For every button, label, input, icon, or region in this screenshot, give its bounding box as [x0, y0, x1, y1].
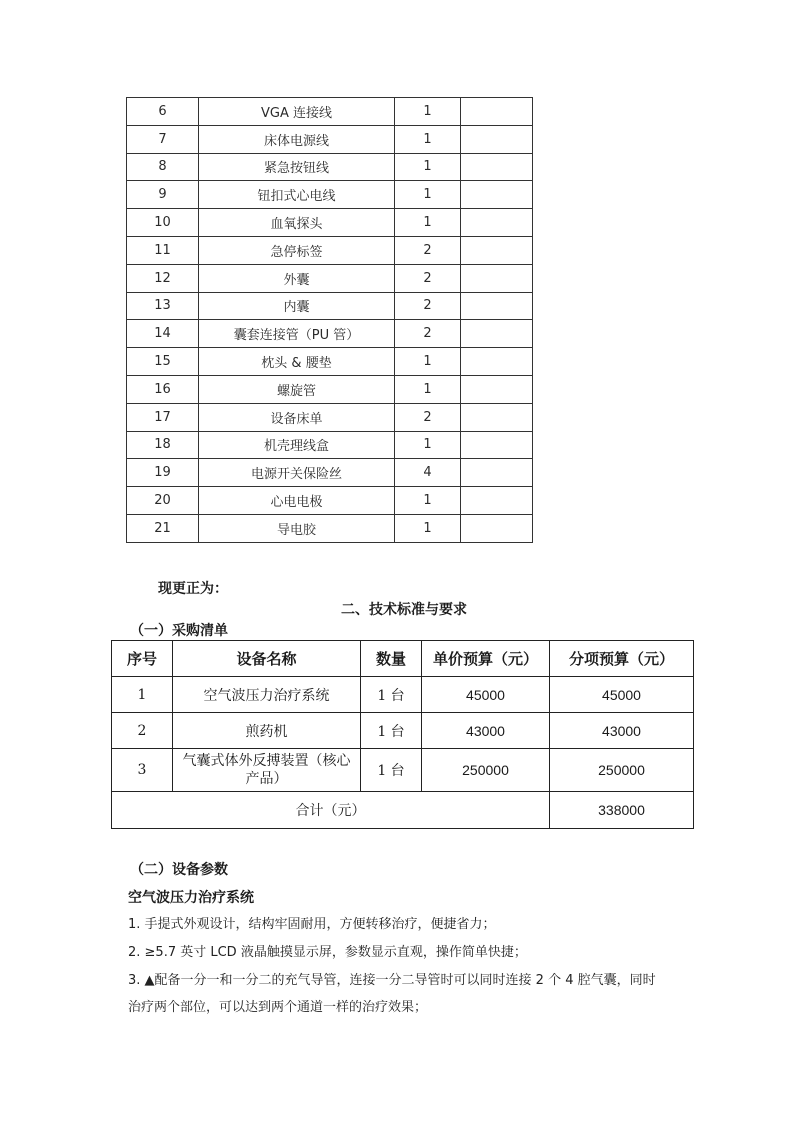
header-subtotal: 分项预算（元） [550, 641, 694, 677]
row-note [461, 459, 533, 487]
row-qty: 1 [395, 153, 461, 181]
row-qty: 1 台 [361, 749, 422, 792]
param-line-4: 治疗两个部位，可以达到两个通道一样的治疗效果； [128, 1000, 428, 1015]
row-qty: 1 台 [361, 677, 422, 713]
row-note [461, 403, 533, 431]
row-no: 21 [127, 514, 199, 542]
table-row [127, 264, 533, 292]
table-row [127, 209, 533, 237]
total-label: 合计（元） [112, 792, 550, 829]
row-name: VGA 连接线 [199, 98, 395, 126]
row-no: 16 [127, 375, 199, 403]
header-no: 序号 [112, 641, 173, 677]
table-row [127, 487, 533, 515]
row-qty: 2 [395, 264, 461, 292]
row-note [461, 348, 533, 376]
row-name: 螺旋管 [199, 375, 395, 403]
row-unit-price: 45000 [422, 677, 550, 713]
row-note [461, 264, 533, 292]
row-subtotal: 43000 [550, 713, 694, 749]
table-row [127, 459, 533, 487]
subsection-procurement-list: （一）采购清单 [130, 623, 228, 639]
row-no: 17 [127, 403, 199, 431]
row-name: 气囊式体外反搏装置（核心产品） [173, 749, 361, 792]
subsection-device-params: （二）设备参数 [130, 862, 228, 878]
row-no: 6 [127, 98, 199, 126]
row-no: 7 [127, 125, 199, 153]
table-row [127, 153, 533, 181]
row-name: 电源开关保险丝 [199, 459, 395, 487]
table-row [127, 181, 533, 209]
row-no: 8 [127, 153, 199, 181]
row-qty: 1 [395, 348, 461, 376]
correction-label: 现更正为： [158, 581, 228, 597]
table-row [112, 713, 694, 749]
header-name: 设备名称 [173, 641, 361, 677]
header-unit-price: 单价预算（元） [422, 641, 550, 677]
row-name: 煎药机 [173, 713, 361, 749]
row-name: 内囊 [199, 292, 395, 320]
row-no: 3 [112, 749, 173, 792]
row-qty: 2 [395, 236, 461, 264]
row-name: 紧急按钮线 [199, 153, 395, 181]
section-title: 二、技术标准与要求 [341, 602, 467, 618]
row-no: 19 [127, 459, 199, 487]
row-unit-price: 43000 [422, 713, 550, 749]
row-qty: 1 [395, 125, 461, 153]
row-name: 导电胶 [199, 514, 395, 542]
row-name: 设备床单 [199, 403, 395, 431]
row-name: 囊套连接管（PU 管） [199, 320, 395, 348]
row-name: 血氧探头 [199, 209, 395, 237]
table-row [127, 514, 533, 542]
device-title: 空气波压力治疗系统 [128, 890, 254, 906]
parts-table-body [127, 98, 533, 543]
row-qty: 1 [395, 209, 461, 237]
row-unit-price: 250000 [422, 749, 550, 792]
row-qty: 1 [395, 514, 461, 542]
table-row [127, 431, 533, 459]
table-row [127, 320, 533, 348]
row-note [461, 320, 533, 348]
table-row [127, 236, 533, 264]
row-qty: 2 [395, 403, 461, 431]
row-qty: 4 [395, 459, 461, 487]
row-note [461, 181, 533, 209]
row-name: 空气波压力治疗系统 [173, 677, 361, 713]
param-line-1: 1. 手提式外观设计，结构牢固耐用，方便转移治疗，便捷省力； [128, 917, 496, 932]
row-name: 外囊 [199, 264, 395, 292]
row-name: 床体电源线 [199, 125, 395, 153]
row-qty: 1 台 [361, 713, 422, 749]
table-row [127, 375, 533, 403]
row-note [461, 209, 533, 237]
row-name: 枕头 & 腰垫 [199, 348, 395, 376]
row-no: 14 [127, 320, 199, 348]
row-no: 12 [127, 264, 199, 292]
total-value: 338000 [550, 792, 694, 829]
param-line-2: 2. ≥5.7 英寸 LCD 液晶触摸显示屏，参数显示直观，操作简单快捷； [128, 945, 527, 960]
row-no: 9 [127, 181, 199, 209]
table-row [112, 749, 694, 792]
row-subtotal: 250000 [550, 749, 694, 792]
table-row [127, 125, 533, 153]
row-note [461, 125, 533, 153]
row-no: 13 [127, 292, 199, 320]
row-note [461, 236, 533, 264]
row-no: 20 [127, 487, 199, 515]
row-no: 15 [127, 348, 199, 376]
row-no: 11 [127, 236, 199, 264]
row-note [461, 487, 533, 515]
procurement-header-row [112, 641, 694, 677]
row-no: 18 [127, 431, 199, 459]
row-name: 心电电极 [199, 487, 395, 515]
row-no: 2 [112, 713, 173, 749]
row-note [461, 292, 533, 320]
row-qty: 2 [395, 292, 461, 320]
row-qty: 1 [395, 98, 461, 126]
table-row [127, 292, 533, 320]
row-qty: 2 [395, 320, 461, 348]
row-note [461, 375, 533, 403]
header-qty: 数量 [361, 641, 422, 677]
row-qty: 1 [395, 375, 461, 403]
row-no: 1 [112, 677, 173, 713]
row-name: 急停标签 [199, 236, 395, 264]
procurement-table [111, 640, 694, 829]
row-subtotal: 45000 [550, 677, 694, 713]
row-name: 机壳理线盒 [199, 431, 395, 459]
total-row [112, 792, 694, 829]
row-no: 10 [127, 209, 199, 237]
row-note [461, 431, 533, 459]
row-qty: 1 [395, 431, 461, 459]
row-note [461, 514, 533, 542]
table-row [127, 348, 533, 376]
row-qty: 1 [395, 181, 461, 209]
row-note [461, 153, 533, 181]
parts-table [126, 97, 533, 543]
param-line-3: 3. ▲配备一分一和一分二的充气导管，连接一分二导管时可以同时连接 2 个 4 腔气囊，同时 [128, 973, 656, 988]
table-row [112, 677, 694, 713]
table-row [127, 98, 533, 126]
row-name: 钮扣式心电线 [199, 181, 395, 209]
row-note [461, 98, 533, 126]
row-qty: 1 [395, 487, 461, 515]
table-row [127, 403, 533, 431]
